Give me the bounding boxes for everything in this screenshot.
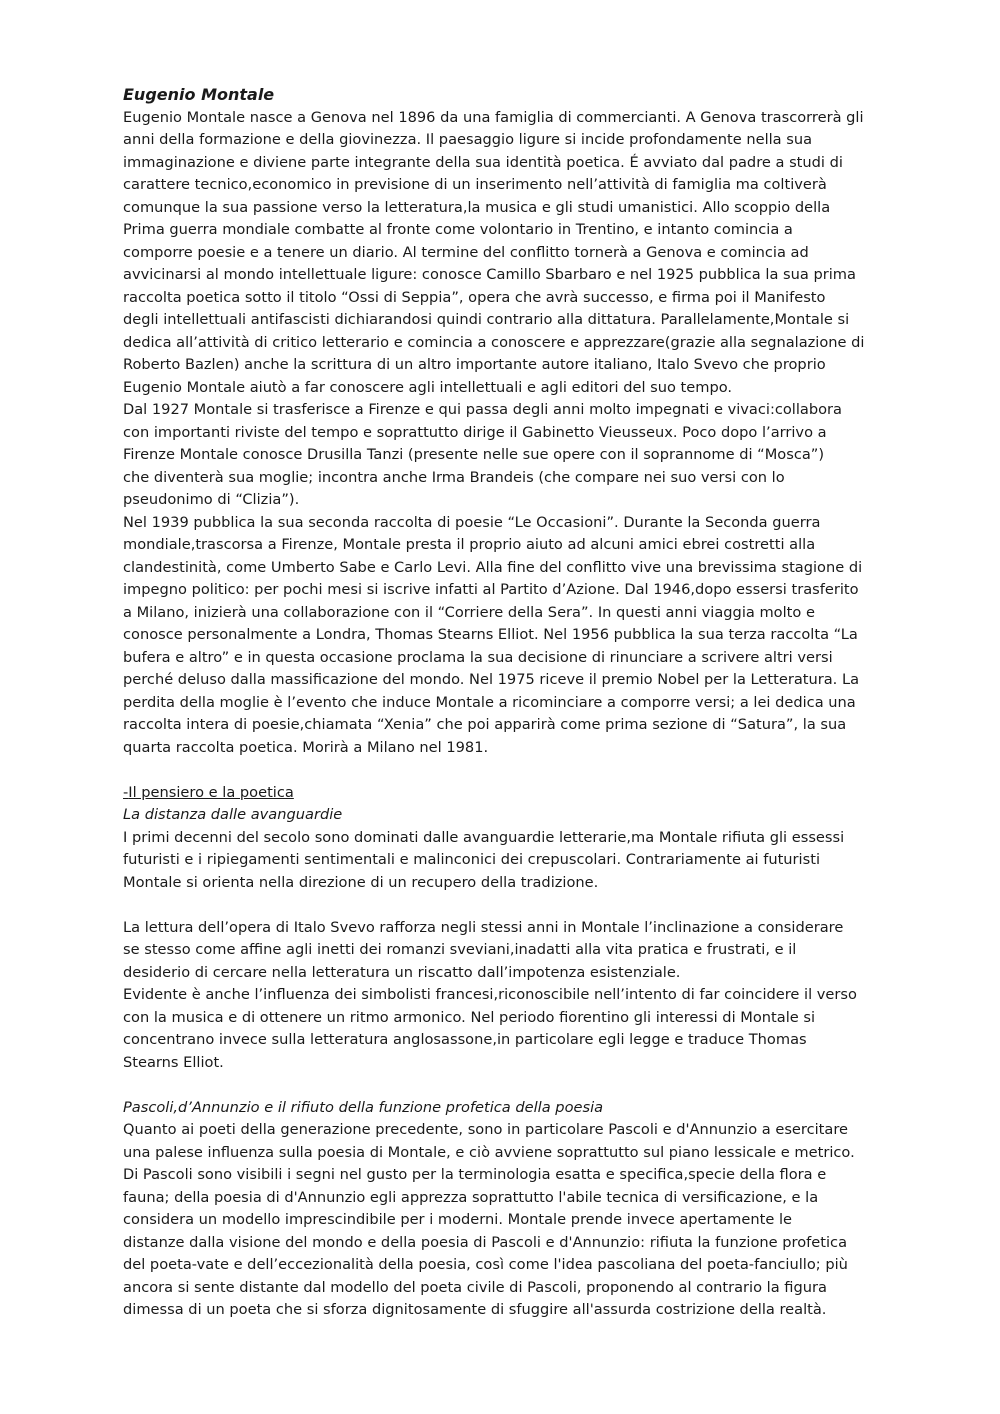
avanguardie-paragraph-3: Evidente è anche l’influenza dei simbolisti francesi,riconoscibile nell’intento di far coincidere il verso con la musica e di ottenere un ritmo armonico. Nel periodo fiorentino gli interessi di Montale si concentrano invece sulla letteratura anglosassone,in particolare egli legge e traduce Thomas Stearns Elliot. xyxy=(123,986,857,1071)
bio-paragraph-3: Nel 1939 pubblica la sua seconda raccolta di poesie “Le Occasioni”. Durante la Seconda guerra mondiale,trascorsa a Firenze, Montale presta il proprio aiuto ad alcuni amici ebrei costretti alla clandestinità, come Umberto Sabe e Carlo Levi. Alla fine del conflitto vive una brevissima stagione di impegno politico: per pochi mesi si iscrive infatti al Partito d’Azione. Dal 1946,dopo essersi trasferito a Milano, inizierà una collaborazione con il “Corriere della Sera”. In questi anni viaggia molto e conosce personalmente a Londra, Thomas Stearns Elliot. Nel 1956 pubblica la sua terza raccolta “La bufera e altro” e in questa occasione proclama la sua decisione di rinunciare a scrivere altri versi perché deluso dalla massificazione del mondo. Nel 1975 riceve il premio Nobel per la Letteratura. La perdita della moglie è l’evento che induce Montale a ricominciare a comporre versi; a lei dedica una raccolta intera di poesie,chiamata “Xenia” che poi apparirà come prima sezione di “Satura”, la sua quarta raccolta poetica. Morirà a Milano nel 1981. xyxy=(123,513,863,756)
section-heading-dash: - xyxy=(123,783,129,801)
blank-line xyxy=(123,1074,883,1097)
subsection-heading-pascoli: Pascoli,d’Annunzio e il rifiuto della funzione profetica della poesia xyxy=(123,1098,604,1116)
document-page xyxy=(123,84,883,1322)
avanguardie-paragraph-1: I primi decenni del secolo sono dominati dalle avanguardie letterarie,ma Montale rifiuta gli essessi futuristi e i ripiegamenti sentimentali e malinconici dei crepuscolari. Contrariamente ai futuristi Montale si orienta nella direzione di un recupero della tradizione. xyxy=(123,828,845,891)
blank-line xyxy=(123,759,883,782)
bio-paragraph-2: Dal 1927 Montale si trasferisce a Firenze e qui passa degli anni molto impegnati e vivaci:collabora con importanti riviste del tempo e soprattutto dirige il Gabinetto Vieusseux. Poco dopo l’arrivo a Firenze Montale conosce Drusilla Tanzi (presente nelle sue opere con il soprannome di “Mosca”) che diventerà sua moglie; incontra anche Irma Brandeis (che compare nei suo versi con lo pseudonimo di “Clizia”). xyxy=(123,401,842,508)
section-heading-text: Il pensiero e la poetica xyxy=(128,783,294,801)
blank-line xyxy=(123,894,883,917)
avanguardie-paragraph-2: La lettura dell’opera di Italo Svevo rafforza negli stessi anni in Montale l’inclinazione a considerare se stesso come affine agli inetti dei romanzi sveviani,inadatti alla vita pratica e frustrati, e il desiderio di cercare nella letteratura un riscatto dall’impotenza esistenziale. xyxy=(123,918,844,981)
pascoli-paragraph-1: Quanto ai poeti della generazione precedente, sono in particolare Pascoli e d'Annunzio a esercitare una palese influenza sulla poesia di Montale, e ciò avviene soprattutto sul piano lessicale e metrico. Di Pascoli sono visibili i segni nel gusto per la terminologia esatta e specifica,specie della flora e fauna; della poesia di d'Annunzio egli apprezza soprattutto l'abile tecnica di versificazione, e la considera un modello imprescindibile per i moderni. Montale prende invece apertamente le distanze dalla visione del mondo e della poesia di Pascoli e d'Annunzio: rifiuta la funzione profetica del poeta-vate e dell’eccezionalità della poesia, così come l'idea pascoliana del poeta-fanciullo; più ancora si sente distante dal modello del poeta civile di Pascoli, proponendo al contrario la figura dimessa di un poeta che si sforza dignitosamente di sfuggire all'assurda costrizione della realtà. xyxy=(123,1121,855,1318)
section-heading xyxy=(123,782,883,805)
bio-paragraph-1: Eugenio Montale nasce a Genova nel 1896 da una famiglia di commercianti. A Genova trascorrerà gli anni della formazione e della giovinezza. Il paesaggio ligure si incide profondamente nella sua immaginazione e diviene parte integrante della sua identità poetica. É avviato dal padre a studi di carattere tecnico,economico in previsione di un inserimento nell’attività di famiglia ma coltiverà comunque la sua passione verso la letteratura,la musica e gli studi umanistici. Allo scoppio della Prima guerra mondiale combatte al fronte come volontario in Trentino, e intanto comincia a comporre poesie e a tenere un diario. Al termine del conflitto tornerà a Genova e comincia ad avvicinarsi al mondo intellettuale ligure: conosce Camillo Sbarbaro e nel 1925 pubblica la sua prima raccolta poetica sotto il titolo “Ossi di Seppia”, opera che avrà successo, e firma poi il Manifesto degli intellettuali antifascisti dichiarandosi quindi contrario alla dittatura. Parallelamente,Montale si dedica all’attività di critico letterario e comincia a conoscere e apprezzare(grazie alla segnalazione di Roberto Bazlen) anche la scrittura di un altro importante autore italiano, Italo Svevo che proprio Eugenio Montale aiutò a far conoscere agli intellettuali e agli editori del suo tempo. xyxy=(123,108,865,396)
subsection-heading-avanguardie: La distanza dalle avanguardie xyxy=(123,806,343,823)
document-title: Eugenio Montale xyxy=(123,85,275,104)
